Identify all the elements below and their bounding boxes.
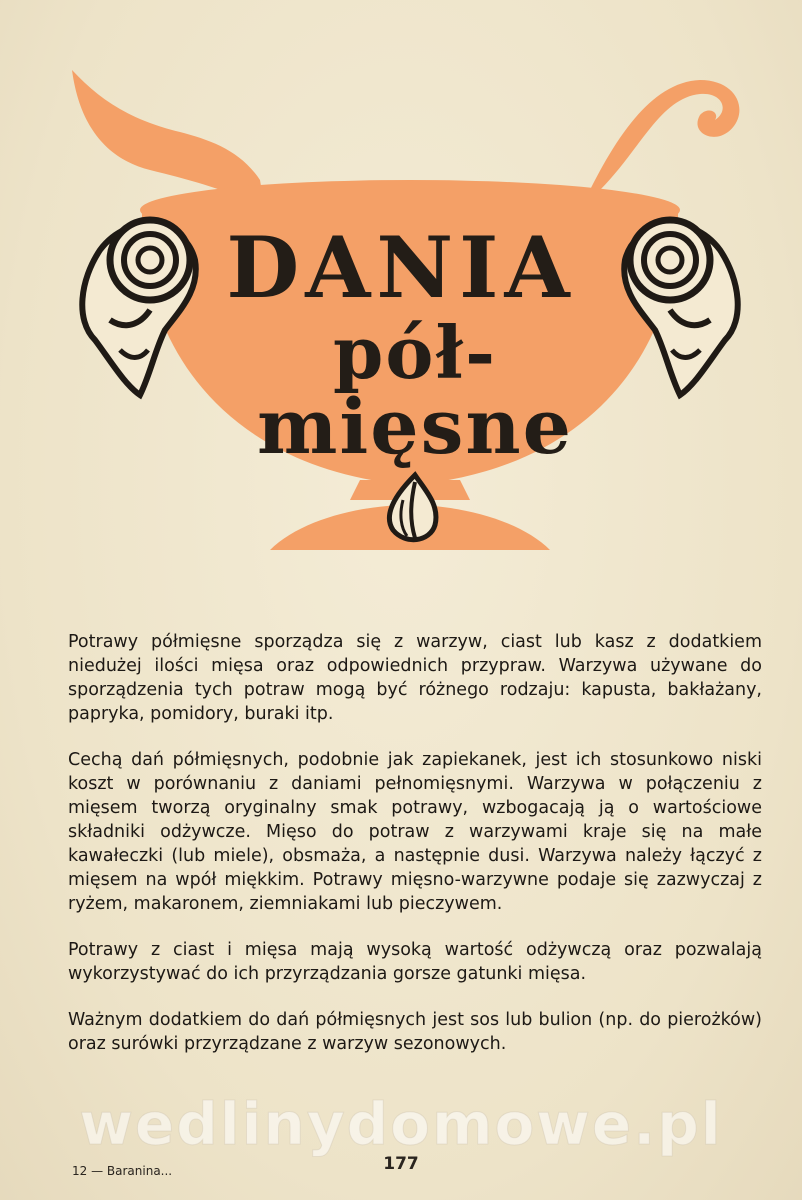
watermark: wedlinydomowe.pl — [79, 1090, 723, 1158]
title-line-2: pół- — [333, 310, 497, 395]
paragraph-2: Cechą dań półmięsnych, podobnie jak zapiekanek, jest ich stosunkowo niski koszt w porównaniu z daniami pełnomięsnymi. Warzywa w połączeniu z mięsem tworzą oryginalny smak potrawy, wzbogacają ją o wartościowe składniki odżywcze. Mięso do potraw z warzywami kraje się na małe kawałeczki (lub miele), obsmaża, a następnie dusi. Warzywa należy łączyć z mięsem na wpół miękkim. Potrawy mięsno-warzywne podaje się zazwyczaj z ryżem, makaronem, ziemniakami lub pieczywem. — [68, 750, 762, 914]
body-text — [68, 630, 762, 1078]
paragraph-4: Ważnym dodatkiem do dań półmięsnych jest sos lub bulion (np. do pierożków) oraz surówki przyrządzane z warzyw sezonowych. — [68, 1010, 762, 1054]
title-line-3: mięsne — [256, 382, 574, 471]
paragraph-3: Potrawy z ciast i mięsa mają wysoką wartość odżywczą oraz pozwalają wykorzystywać do ich przyrządzania gorsze gatunki mięsa. — [68, 940, 762, 984]
page-number: 177 — [383, 1154, 419, 1174]
paragraph-1: Potrawy półmięsne sporządza się z warzyw, ciast lub kasz z dodatkiem niedużej ilości mięsa oraz odpowiednich przypraw. Warzywa używane do sporządzenia tych potraw mogą być różnego rodzaju: kapusta, bakłażany, papryka, pomidory, buraki itp. — [68, 632, 762, 724]
footer-signature: 12 — Baranina... — [72, 1164, 173, 1178]
title-line-1: DANIA — [226, 218, 576, 317]
